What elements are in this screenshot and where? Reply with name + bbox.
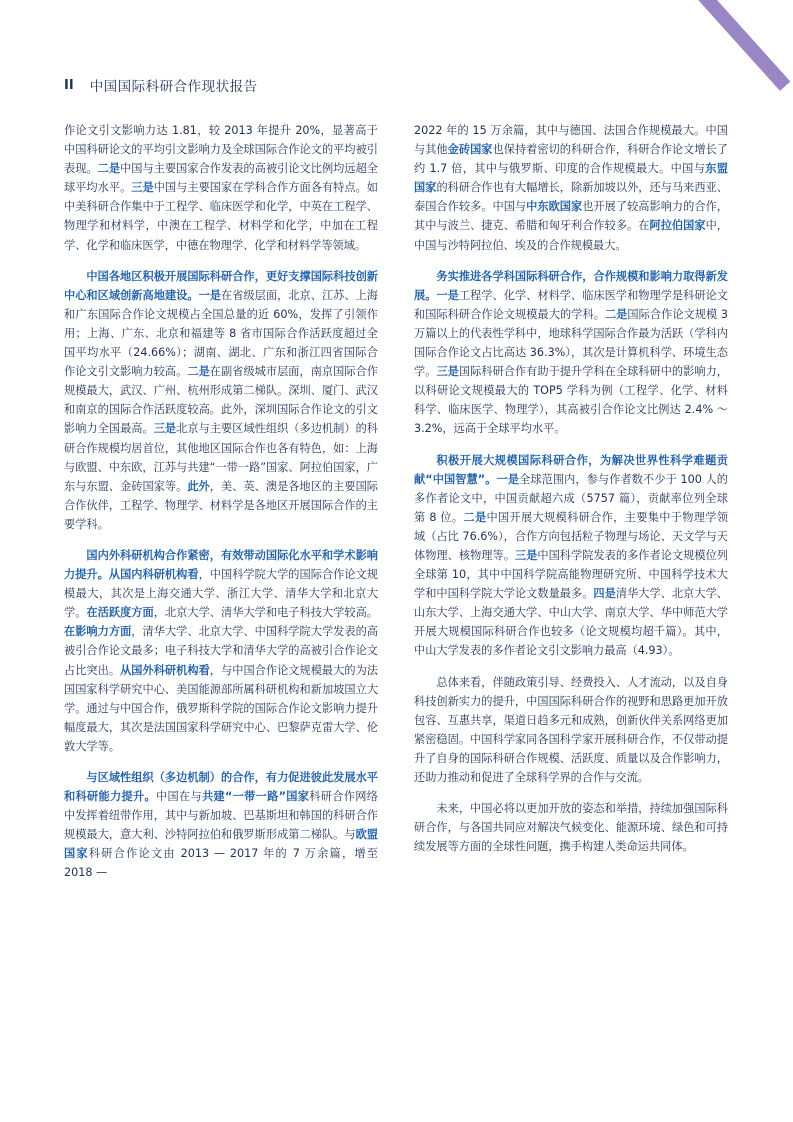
- paragraph-country-blocs: 2022 年的 15 万余篇，其中与德国、法国合作规模最大。中国与其他金砖国家也保持着密切的科研合作，科研合作论文增长了约 1.7 倍，其中与俄罗斯、印度的合作规模最大。中国与东盟国家的科研合作也有大幅增长，除新加坡以外，还与马来西亚、泰国合作较多。中国与中东欧国家也开展了较高影响力的合作，其中与波兰、捷克、希腊和匈牙利合作较多。在阿拉伯国家中，中国与沙特阿拉伯、埃及的合作规模最大。: [414, 124, 728, 252]
- page-number: II: [64, 77, 74, 93]
- paragraph-regional-cooperation: 中国各地区积极开展国际科研合作，更好支撑国际科技创新中心和区域创新高地建设。一是在省级层面，北京、江苏、上海和广东国际合作论文规模占全国总量的近 60%，发挥了引领作用；上海、广东、北京和福建等 8 省市国际合作活跃度超过全国平均水平（24.66%）；湖南、湖北、广东和浙江四省国际合作论文引文影响力较高。二是在副省级城市层面，南京国际合作规模最大，武汉、广州、杭州形成第二梯队。深圳、厦门、武汉和南京的国际合作活跃度较高。此外，深圳国际合作论文的引文影响力全国最高。三是北京与主要区域性组织（多边机制）的科研合作规模均居首位，其他地区国际合作也各有特色，如：上海与欧盟、中东欧，江苏与共建“一带一路”国家、阿拉伯国家，广东与东盟、金砖国家等。此外，美、英、澳是各地区的主要国际合作伙伴，工程学、物理学、材料学是各地区开展国际合作的主要学科。: [64, 269, 378, 531]
- paragraph-overall-summary: 总体来看，伴随政策引导、经费投入、人才流动，以及自身科技创新实力的提升，中国国际科研合作的视野和思路更加开放包容、互惠共享，渠道日趋多元和成熟，创新伙伴关系网络更加紧密稳固。中国科学家同各国科学家开展科研合作，不仅带动提升了自身的国际科研合作规模、活跃度、质量以及合作影响力，还助力推动和促进了全球科学界的合作与交流。: [414, 675, 728, 784]
- left-column: [64, 121, 378, 895]
- corner-accent-stripe: [680, 0, 791, 91]
- paragraph-disciplines: 务实推进各学科国际科研合作，合作规模和影响力取得新发展。一是工程学、化学、材料学、临床医学和物理学是科研论文和国际科研合作论文规模最大的学科。二是国际合作论文规模 3 万篇以上的代表性学科中，地球科学国际合作最为活跃（学科内国际合作论文占比高达 36.3%），其次是计算机科学、环境生态学。三是国际科研合作有助于提升学科在全球科研中的影响力，以科研论文规模最大的 TOP5 学科为例（工程学、化学、材料科学、临床医学、物理学），其高被引合作论文比例达 2.4% ～ 3.2%，远高于全球平均水平。: [414, 269, 728, 436]
- paragraph-future-outlook: 未来，中国必将以更加开放的姿态和举措，持续加强国际科研合作，与各国共同应对解决气候变化、能源环境、绿色和可持续发展等方面的全球性问题，携手构建人类命运共同体。: [414, 802, 728, 854]
- page-header: [64, 76, 258, 94]
- right-column: [414, 121, 728, 868]
- paragraph-large-scale-cooperation: 积极开展大规模国际科研合作，为解决世界性科学难题贡献“中国智慧”。一是全球范围内，参与作者数不少于 100 人的多作者论文中，中国贡献超六成（5757 篇），贡献率位列全球第 8 位。二是中国开展大规模科研合作，主要集中于物理学领域（占比 76.6%），合作方向包括粒子物理与场论、天文学与天体物理、核物理等。三是中国科学院发表的多作者论文规模位列全球第 10，其中中国科学院高能物理研究所、中国科学技术大学和中国科学院大学论文数量最多。四是清华大学、北京大学、山东大学、上海交通大学、中山大学、南京大学、华中师范大学开展大规模国际科研合作也较多（论文规模均超千篇）。其中，中山大学发表的多作者论文引文影响力最高（4.93）。: [414, 453, 728, 658]
- paragraph-regional-organizations: 与区域性组织（多边机制）的合作，有力促进彼此发展水平和科研能力提升。中国在与共建“一带一路”国家科研合作网络中发挥着纽带作用，其中与新加坡、巴基斯坦和韩国的科研合作规模最大，意大利、沙特阿拉伯和俄罗斯形成第二梯队。与欧盟国家科研合作论文由 2013 — 2017 年的 7 万余篇，增至 2018 —: [64, 771, 378, 880]
- paragraph-citation-impact: 作论文引文影响力达 1.81，较 2013 年提升 20%，显著高于中国科研论文的平均引文影响力及全球国际合作论文的平均被引表现。二是中国与主要国家合作发表的高被引论文比例均远超全球平均水平。三是中国与主要国家在学科合作方面各有特点。如中美科研合作集中于工程学、临床医学和化学，中英在工程学、物理学和材料学，中澳在工程学、材料学和化学，中加在工程学、化学和临床医学，中德在物理学、化学和材料学等领域。: [64, 124, 378, 252]
- report-title: 中国国际科研合作现状报告: [89, 79, 258, 95]
- paragraph-institutions: 国内外科研机构合作紧密，有效带动国际化水平和学术影响力提升。从国内科研机构看，中国科学院大学的国际合作论文规模最大，其次是上海交通大学、浙江大学、清华大学和北京大学。在活跃度方面，北京大学、清华大学和电子科技大学较高。在影响力方面，清华大学、北京大学、中国科学院大学发表的高被引合作论文最多；电子科技大学和清华大学的高被引合作论文占比突出。从国外科研机构看，与中国合作论文规模最大的为法国国家科学研究中心、美国能源部所属科研机构和新加坡国立大学。通过与中国合作，俄罗斯科学院的国际合作论文影响力提升幅度最大，其次是法国国家科学研究中心、巴黎萨克雷大学、伦敦大学等。: [64, 548, 378, 753]
